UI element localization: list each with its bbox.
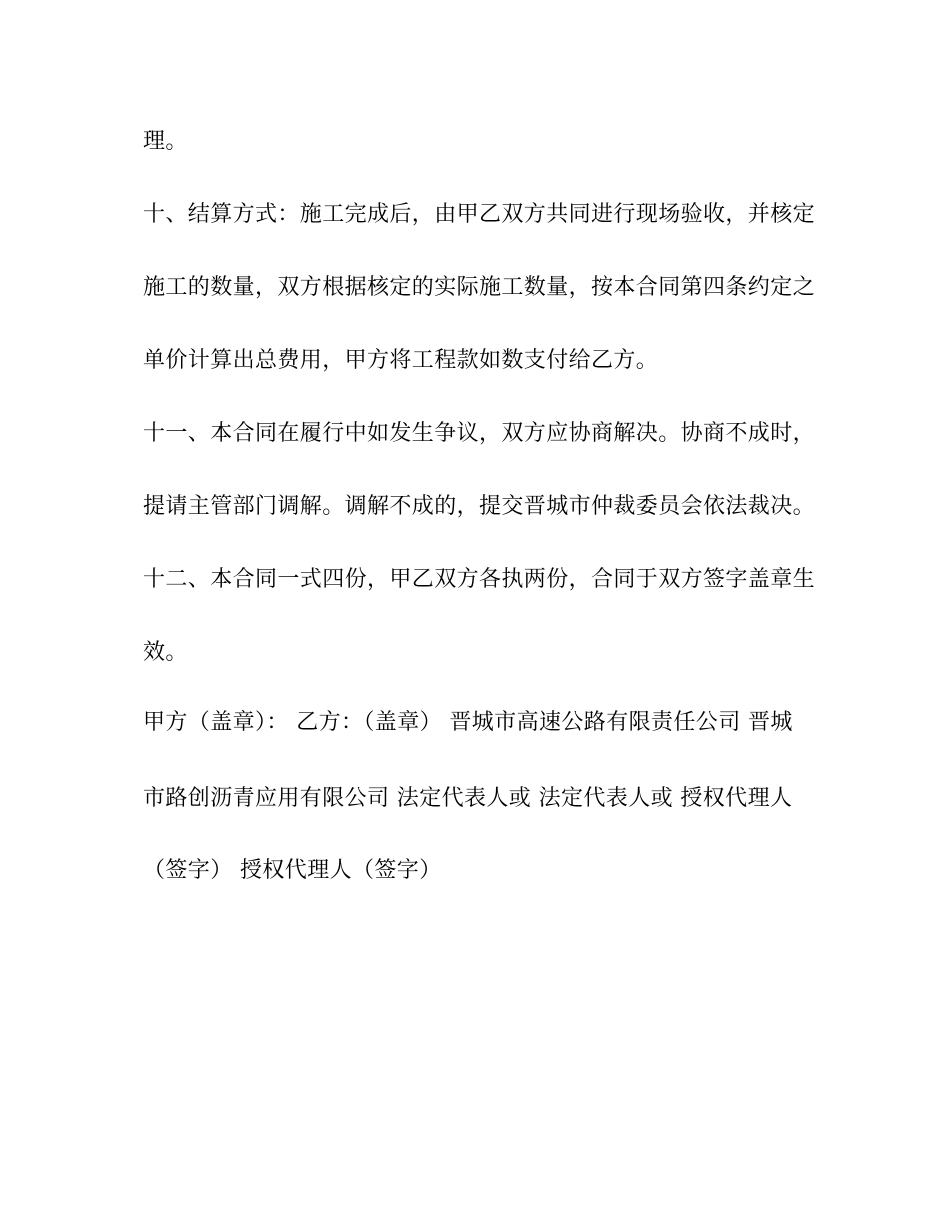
clause-10-settlement-line-1: 十、结算方式：施工完成后，由甲乙双方共同进行现场验收，并核定 <box>143 202 816 227</box>
clause-10-settlement-line-3: 单价计算出总费用，甲方将工程款如数支付给乙方。 <box>143 348 659 373</box>
signature-block-line-1: 甲方（盖章）： 乙方：（盖章） 晋城市高速公路有限责任公司 晋城 <box>143 710 793 735</box>
clause-12-copies-line-1: 十二、本合同一式四份，甲乙双方各执两份，合同于双方签字盖章生 <box>143 567 816 592</box>
clause-12-copies-line-2: 效。 <box>143 640 188 665</box>
clause-9-end-line: 理。 <box>143 129 188 154</box>
signature-block-line-2: 市路创沥青应用有限公司 法定代表人或 法定代表人或 授权代理人 <box>143 786 793 811</box>
signature-block-line-3: （签字） 授权代理人（签字） <box>143 858 442 883</box>
clause-11-dispute-line-1: 十一、本合同在履行中如发生争议，双方应协商解决。协商不成时， <box>143 421 816 446</box>
clause-10-settlement-line-2: 施工的数量，双方根据核定的实际施工数量，按本合同第四条约定之 <box>143 275 816 300</box>
clause-11-dispute-line-2: 提请主管部门调解。调解不成的，提交晋城市仲裁委员会依法裁决。 <box>143 494 816 519</box>
